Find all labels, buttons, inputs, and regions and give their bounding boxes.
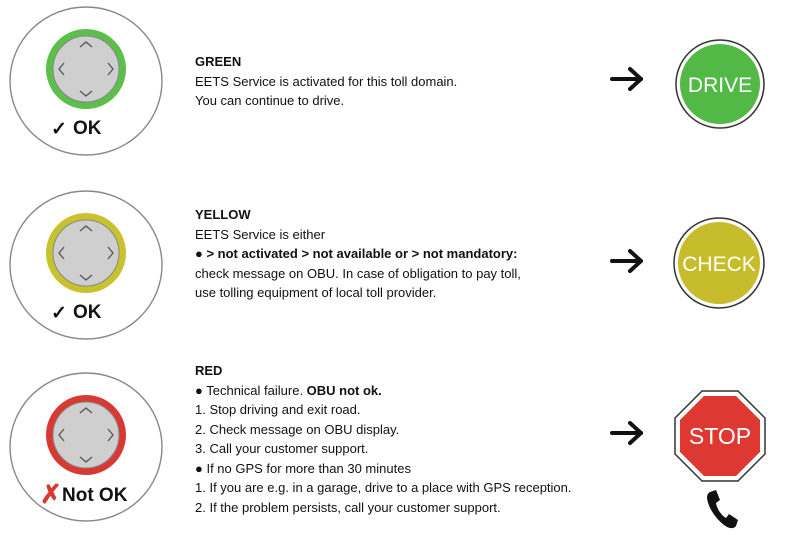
red-line-3: 2. Check message on OBU display. — [195, 421, 400, 437]
green-line-2: You can continue to drive. — [195, 93, 345, 108]
red-line-7: 2. If the problem persists, call your customer support. — [195, 499, 501, 515]
red-description — [195, 361, 572, 517]
yellow-line-2: ● > not activated > not available or > not mandatory: — [195, 246, 518, 261]
red-heading: RED — [195, 363, 223, 378]
red-line-1-text: ● Technical failure. — [195, 382, 307, 398]
right-arrow-icon — [608, 418, 648, 448]
status-ok-label: OK — [73, 302, 102, 323]
yellow-line-4: use tolling equipment of local toll provider. — [195, 285, 437, 300]
red-line-6: 1. If you are e.g. in a garage, drive to a place with GPS reception. — [195, 480, 572, 495]
stop-sign — [673, 389, 767, 483]
status-not-ok-label: Not OK — [62, 485, 128, 506]
red-line-1 — [195, 381, 572, 401]
red-line-5: ● If no GPS for more than 30 minutes — [195, 460, 411, 476]
green-line-1: EETS Service is activated for this toll domain. — [195, 73, 458, 89]
yellow-line-1: EETS Service is either — [195, 226, 326, 242]
stop-sign-label: STOP — [688, 423, 752, 449]
green-heading: GREEN — [195, 54, 242, 69]
check-sign-label: CHECK — [682, 253, 756, 276]
status-check-icon: ✓ — [51, 303, 67, 324]
red-line-2: 1. Stop driving and exit road. — [195, 402, 361, 417]
yellow-line-3: check message on OBU. In case of obligation to pay toll, — [195, 265, 521, 281]
obu-device-red — [6, 370, 166, 525]
yellow-heading: YELLOW — [195, 207, 251, 222]
status-ok-label: OK — [73, 118, 102, 139]
red-line-4: 3. Call your customer support. — [195, 441, 369, 456]
red-line-1-bold: OBU not ok. — [306, 382, 382, 398]
status-cross-icon: ✗ — [40, 479, 62, 509]
status-check-icon: ✓ — [51, 119, 67, 140]
drive-sign-label: DRIVE — [687, 74, 753, 97]
phone-icon — [704, 488, 740, 530]
